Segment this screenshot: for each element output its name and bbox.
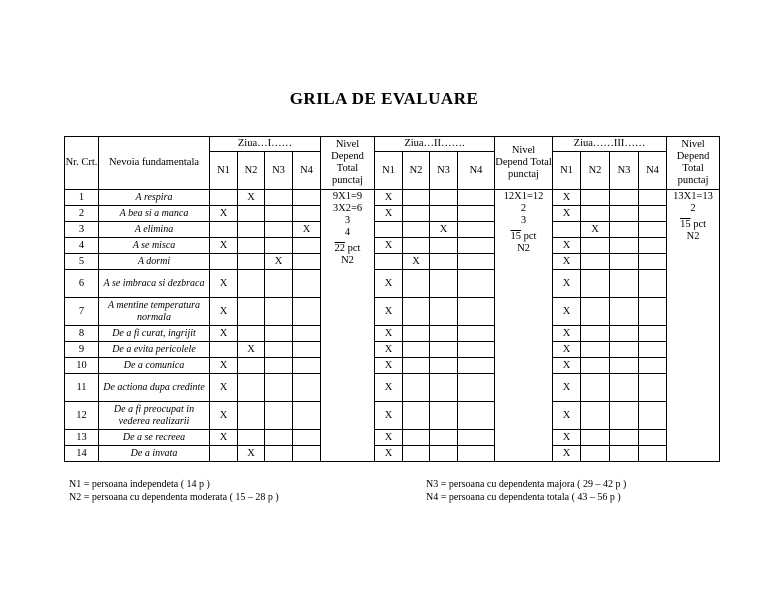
mark-cell <box>458 254 495 270</box>
mark-cell <box>581 254 610 270</box>
level-line: 3 <box>520 215 527 226</box>
mark-cell: X <box>375 446 403 462</box>
level-line: 9X1=9 <box>332 191 363 202</box>
mark-cell <box>610 342 639 358</box>
mark-cell <box>610 326 639 342</box>
mark-cell <box>581 430 610 446</box>
level-line: 4 <box>344 227 351 238</box>
mark-cell <box>430 342 458 358</box>
mark-cell <box>610 270 639 298</box>
mark-cell <box>581 270 610 298</box>
mark-cell <box>430 190 458 206</box>
mark-cell <box>581 402 610 430</box>
table-row <box>65 430 720 446</box>
row-need: De a comunica <box>99 358 210 374</box>
row-number: 13 <box>65 430 99 446</box>
mark-cell: X <box>553 206 581 222</box>
header-day1: Ziua…I…… <box>210 137 321 152</box>
header-n4: N4 <box>639 152 667 190</box>
mark-cell: X <box>553 298 581 326</box>
row-need: A mentine temperatura normala <box>99 298 210 326</box>
row-number: 8 <box>65 326 99 342</box>
mark-cell <box>610 358 639 374</box>
level-line: 2 <box>520 203 527 214</box>
mark-cell: X <box>238 190 265 206</box>
mark-cell <box>265 190 293 206</box>
header-n2: N2 <box>581 152 610 190</box>
level-line: 3X2=6 <box>332 203 363 214</box>
mark-cell <box>639 342 667 358</box>
row-need: A se misca <box>99 238 210 254</box>
mark-cell <box>210 342 238 358</box>
mark-cell <box>265 238 293 254</box>
mark-cell <box>265 270 293 298</box>
mark-cell: X <box>210 374 238 402</box>
mark-cell <box>238 402 265 430</box>
mark-cell <box>403 374 430 402</box>
mark-cell <box>430 374 458 402</box>
mark-cell <box>458 206 495 222</box>
evaluation-grid <box>64 136 720 462</box>
row-need: De a se recreea <box>99 430 210 446</box>
mark-cell <box>639 190 667 206</box>
row-need: De a evita pericolele <box>99 342 210 358</box>
mark-cell <box>210 190 238 206</box>
row-need: A elimina <box>99 222 210 238</box>
mark-cell: X <box>553 402 581 430</box>
mark-cell: X <box>375 358 403 374</box>
header-n1: N1 <box>210 152 238 190</box>
mark-cell <box>265 222 293 238</box>
table-row <box>65 190 720 206</box>
level-line: 3 <box>344 215 351 226</box>
header-n1: N1 <box>375 152 403 190</box>
level-line: 13X1=13 <box>673 191 713 202</box>
row-need: De a fi preocupat in vederea realizarii <box>99 402 210 430</box>
mark-cell <box>639 326 667 342</box>
mark-cell <box>458 238 495 254</box>
row-need: A se imbraca si dezbraca <box>99 270 210 298</box>
mark-cell <box>610 222 639 238</box>
level-day3 <box>667 190 720 462</box>
header-n1: N1 <box>553 152 581 190</box>
level-result: N2 <box>341 255 354 266</box>
legend-n4: N4 = persoana cu dependenta totala ( 43 – 56 p ) <box>426 492 621 503</box>
header-level-day1: Nivel Depend Total punctaj <box>321 137 375 190</box>
row-number: 6 <box>65 270 99 298</box>
mark-cell <box>458 190 495 206</box>
mark-cell: X <box>265 254 293 270</box>
mark-cell <box>581 190 610 206</box>
mark-cell <box>238 238 265 254</box>
mark-cell: X <box>403 254 430 270</box>
mark-cell: X <box>553 342 581 358</box>
level-total-unit: pct <box>345 243 361 254</box>
mark-cell <box>293 446 321 462</box>
mark-cell <box>458 298 495 326</box>
mark-cell <box>610 402 639 430</box>
level-line: 2 <box>690 203 696 214</box>
mark-cell: X <box>210 402 238 430</box>
mark-cell: X <box>553 358 581 374</box>
mark-cell <box>458 374 495 402</box>
mark-cell: X <box>375 190 403 206</box>
mark-cell <box>403 430 430 446</box>
mark-cell: X <box>210 270 238 298</box>
mark-cell <box>265 402 293 430</box>
mark-cell <box>293 190 321 206</box>
mark-cell <box>293 238 321 254</box>
mark-cell <box>403 270 430 298</box>
mark-cell <box>458 402 495 430</box>
header-need: Nevoia fundamentala <box>99 137 210 190</box>
mark-cell: X <box>375 326 403 342</box>
mark-cell <box>458 222 495 238</box>
header-n2: N2 <box>238 152 265 190</box>
mark-cell: X <box>210 298 238 326</box>
mark-cell: X <box>553 254 581 270</box>
mark-cell <box>265 430 293 446</box>
level-day2 <box>495 190 553 462</box>
mark-cell <box>238 374 265 402</box>
mark-cell: X <box>553 446 581 462</box>
mark-cell <box>610 190 639 206</box>
row-number: 2 <box>65 206 99 222</box>
legend-n2: N2 = persoana cu dependenta moderata ( 15 – 28 p ) <box>69 492 279 503</box>
header-nr: Nr. Crt. <box>65 137 99 190</box>
row-number: 7 <box>65 298 99 326</box>
mark-cell <box>639 402 667 430</box>
mark-cell <box>375 254 403 270</box>
header-n3: N3 <box>610 152 639 190</box>
level-total <box>495 231 552 243</box>
row-number: 5 <box>65 254 99 270</box>
row-need: De actiona dupa credinte <box>99 374 210 402</box>
mark-cell <box>403 358 430 374</box>
row-need: A dormi <box>99 254 210 270</box>
mark-cell: X <box>375 238 403 254</box>
mark-cell: X <box>210 326 238 342</box>
mark-cell <box>238 206 265 222</box>
mark-cell <box>639 270 667 298</box>
mark-cell <box>293 298 321 326</box>
mark-cell: X <box>210 206 238 222</box>
mark-cell <box>639 254 667 270</box>
mark-cell <box>639 222 667 238</box>
mark-cell <box>430 446 458 462</box>
mark-cell <box>639 358 667 374</box>
mark-cell <box>639 238 667 254</box>
mark-cell <box>458 446 495 462</box>
header-n3: N3 <box>430 152 458 190</box>
level-day1 <box>321 190 375 462</box>
mark-cell <box>430 326 458 342</box>
mark-cell: X <box>210 430 238 446</box>
mark-cell <box>265 326 293 342</box>
mark-cell <box>238 222 265 238</box>
mark-cell <box>238 430 265 446</box>
row-number: 3 <box>65 222 99 238</box>
table-row <box>65 238 720 254</box>
mark-cell <box>238 298 265 326</box>
header-n4: N4 <box>293 152 321 190</box>
mark-cell: X <box>553 374 581 402</box>
mark-cell <box>265 298 293 326</box>
header-n3: N3 <box>265 152 293 190</box>
mark-cell <box>581 326 610 342</box>
level-result: N2 <box>686 231 700 242</box>
mark-cell <box>458 342 495 358</box>
mark-cell <box>610 206 639 222</box>
mark-cell <box>610 298 639 326</box>
mark-cell <box>581 374 610 402</box>
mark-cell <box>265 446 293 462</box>
mark-cell <box>403 342 430 358</box>
level-total <box>321 243 374 255</box>
mark-cell <box>610 374 639 402</box>
table-row <box>65 402 720 430</box>
mark-cell: X <box>375 402 403 430</box>
mark-cell <box>293 254 321 270</box>
row-number: 11 <box>65 374 99 402</box>
mark-cell: X <box>430 222 458 238</box>
mark-cell <box>238 254 265 270</box>
row-need: A respira <box>99 190 210 206</box>
mark-cell <box>403 298 430 326</box>
row-number: 4 <box>65 238 99 254</box>
grid-body <box>65 190 720 462</box>
header-day2: Ziua…II……. <box>375 137 495 152</box>
level-total-value: 15 <box>510 231 522 242</box>
mark-cell <box>210 446 238 462</box>
mark-cell <box>265 358 293 374</box>
mark-cell: X <box>553 326 581 342</box>
document-title: GRILA DE EVALUARE <box>289 89 479 108</box>
mark-cell <box>610 430 639 446</box>
mark-cell: X <box>581 222 610 238</box>
mark-cell <box>430 402 458 430</box>
mark-cell: X <box>375 342 403 358</box>
mark-cell <box>458 358 495 374</box>
mark-cell <box>553 222 581 238</box>
mark-cell: X <box>553 190 581 206</box>
table-row <box>65 446 720 462</box>
table-row <box>65 270 720 298</box>
mark-cell: X <box>210 238 238 254</box>
mark-cell <box>210 254 238 270</box>
row-number: 9 <box>65 342 99 358</box>
row-number: 14 <box>65 446 99 462</box>
mark-cell <box>581 206 610 222</box>
header-level-day3: Nivel Depend Total punctaj <box>667 137 720 190</box>
header-day3: Ziua……III…… <box>553 137 667 152</box>
mark-cell <box>403 206 430 222</box>
mark-cell <box>581 446 610 462</box>
table-row <box>65 374 720 402</box>
mark-cell: X <box>553 270 581 298</box>
mark-cell <box>581 238 610 254</box>
mark-cell <box>639 374 667 402</box>
level-result: N2 <box>517 243 530 254</box>
row-number: 10 <box>65 358 99 374</box>
mark-cell <box>293 374 321 402</box>
mark-cell: X <box>375 298 403 326</box>
mark-cell <box>403 222 430 238</box>
mark-cell <box>293 326 321 342</box>
mark-cell <box>430 358 458 374</box>
table-row <box>65 206 720 222</box>
mark-cell <box>581 358 610 374</box>
row-need: De a fi curat, ingrijit <box>99 326 210 342</box>
level-total-value: 22 <box>334 243 346 254</box>
row-number: 1 <box>65 190 99 206</box>
mark-cell <box>639 298 667 326</box>
table-row <box>65 326 720 342</box>
mark-cell <box>403 326 430 342</box>
mark-cell: X <box>375 374 403 402</box>
mark-cell: X <box>375 206 403 222</box>
mark-cell <box>458 270 495 298</box>
mark-cell <box>403 238 430 254</box>
mark-cell <box>430 270 458 298</box>
level-total <box>667 219 719 231</box>
mark-cell <box>430 254 458 270</box>
table-row <box>65 222 720 238</box>
table-row <box>65 342 720 358</box>
mark-cell: X <box>553 238 581 254</box>
mark-cell <box>639 446 667 462</box>
mark-cell <box>265 374 293 402</box>
mark-cell <box>293 206 321 222</box>
legend-n3: N3 = persoana cu dependenta majora ( 29 – 42 p ) <box>426 479 627 490</box>
mark-cell <box>639 206 667 222</box>
mark-cell <box>430 206 458 222</box>
mark-cell <box>210 222 238 238</box>
mark-cell <box>430 430 458 446</box>
mark-cell <box>238 326 265 342</box>
mark-cell <box>430 298 458 326</box>
level-line: 12X1=12 <box>503 191 544 202</box>
mark-cell <box>610 446 639 462</box>
mark-cell <box>293 402 321 430</box>
header-n2: N2 <box>403 152 430 190</box>
mark-cell <box>610 254 639 270</box>
row-need: A bea si a manca <box>99 206 210 222</box>
mark-cell <box>458 326 495 342</box>
mark-cell <box>581 298 610 326</box>
mark-cell <box>610 238 639 254</box>
mark-cell: X <box>210 358 238 374</box>
mark-cell <box>403 190 430 206</box>
mark-cell <box>293 358 321 374</box>
table-row <box>65 358 720 374</box>
mark-cell <box>458 430 495 446</box>
legend-n1: N1 = persoana independeta ( 14 p ) <box>69 479 210 490</box>
mark-cell <box>293 430 321 446</box>
mark-cell <box>265 342 293 358</box>
mark-cell <box>403 402 430 430</box>
mark-cell: X <box>375 430 403 446</box>
mark-cell: X <box>553 430 581 446</box>
mark-cell <box>581 342 610 358</box>
table-row <box>65 254 720 270</box>
mark-cell <box>293 342 321 358</box>
level-total-value: 15 <box>680 219 691 230</box>
mark-cell: X <box>238 446 265 462</box>
mark-cell <box>238 358 265 374</box>
mark-cell: X <box>375 270 403 298</box>
mark-cell <box>639 430 667 446</box>
mark-cell <box>375 222 403 238</box>
mark-cell <box>403 446 430 462</box>
mark-cell: X <box>238 342 265 358</box>
level-total-unit: pct <box>690 219 707 230</box>
mark-cell <box>293 270 321 298</box>
level-total-unit: pct <box>521 231 537 242</box>
mark-cell: X <box>293 222 321 238</box>
header-n4: N4 <box>458 152 495 190</box>
mark-cell <box>265 206 293 222</box>
mark-cell <box>430 238 458 254</box>
row-need: De a invata <box>99 446 210 462</box>
header-level-day2: Nivel Depend Total punctaj <box>495 137 553 190</box>
mark-cell <box>238 270 265 298</box>
row-number: 12 <box>65 402 99 430</box>
table-row <box>65 298 720 326</box>
